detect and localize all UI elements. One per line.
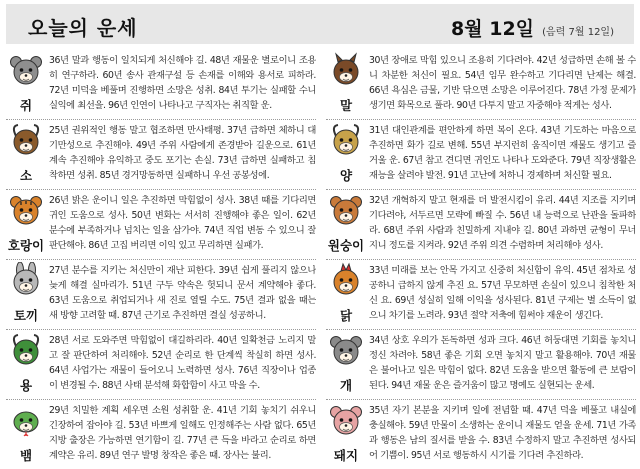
monkey-icon (326, 192, 366, 228)
zodiac-name: 호랑이 (7, 238, 45, 253)
fortune-entry (326, 119, 636, 189)
right-column (326, 50, 636, 469)
rooster-icon (326, 262, 366, 298)
fortune-text: 26년 밝은 운이니 일은 추진하면 막힘없이 성사. 38년 때를 기다리면 귀인 도움으로 성사. 50년 변화는 서서히 진행해야 좋은 일이. 62년 분수에 부족하거나 넘치는 일을 삼가야. 74년 직업 변동 수 있으니 잘 판단해야. 86년 고집 버리면 이익 있고 무리하면 실패가. (49, 195, 316, 251)
dragon-icon (6, 332, 46, 368)
zodiac-animal (6, 52, 46, 114)
zodiac-name: 원숭이 (327, 238, 365, 253)
zodiac-name: 뱀 (19, 448, 33, 463)
fortune-entry (6, 50, 316, 119)
fortune-entry (326, 50, 636, 119)
left-column (6, 50, 316, 469)
zodiac-name: 말 (339, 98, 353, 113)
date-text: 8월 12일 (451, 18, 535, 40)
zodiac-animal (6, 262, 46, 324)
zodiac-name: 쥐 (19, 98, 33, 113)
snake-icon (6, 402, 46, 438)
fortune-entry (6, 189, 316, 259)
zodiac-name: 개 (339, 378, 353, 393)
fortune-text: 25년 권위적인 행동 말고 협조하면 만사태평. 37년 급하면 체하니 대기만성으로 추진해야. 49년 주위 사람에게 존경받아 길운으로. 61년 계속 추진해야 유익하고 중도 포기는 손실. 73년 급하면 실패하고 침착하면 성취. 85년 경거망동하면 실패하니 우선 공봉성에. (49, 125, 316, 181)
fortune-entry (6, 259, 316, 329)
zodiac-animal (326, 122, 366, 184)
zodiac-animal (326, 402, 366, 464)
horse-icon (326, 52, 366, 88)
fortune-entry (326, 399, 636, 469)
pig-icon (326, 402, 366, 438)
zodiac-animal (6, 122, 46, 184)
page-title: 오늘의 운세 (28, 16, 138, 40)
ox-icon (6, 122, 46, 158)
zodiac-name: 용 (19, 378, 33, 393)
sheep-icon (326, 122, 366, 158)
fortune-entry (326, 329, 636, 399)
fortune-text: 27년 분수를 지키는 처신만이 재난 피한다. 39년 쉽게 풀리지 않으나 늦게 해결 실마리가. 51년 구두 약속은 헛되니 문서 계약해야 좋다. 63년 도움으로 취업되거나 새 진로 열릴 수도. 75년 결과 없을 때는 새 방향 고려할 때. 87년 근기로 추진하면 결실 성공하니. (49, 265, 316, 321)
fortune-text: 29년 치밀한 계획 세우면 소원 성취할 운. 41년 기회 놓치기 쉬우니 긴장하여 잡아야 길. 53년 바쁘게 일해도 인정해주는 사람 없다. 65년 지방 출장은 가능하면 연기함이 길. 77년 큰 득을 바라고 순리로 하면 계약은 유리. 89년 연구 발명 창작은 좋은 때. 장사는 불리. (49, 405, 316, 461)
rat-icon (6, 52, 46, 88)
date-block (451, 14, 614, 41)
zodiac-name: 돼지 (333, 448, 359, 463)
fortune-text: 28년 서로 도와주면 막힘없이 대길하리라. 40년 일확천금 노리지 말고 잘 판단하여 처리해야. 52년 순리로 한 단계씩 착실히 하면 성사. 64년 사업가는 재물이 들어오니 노력하면 성사. 76년 직장이나 업종이 변경될 수. 88년 사태 분석해 화합함이 사고 막을 수. (49, 335, 316, 391)
zodiac-animal (326, 52, 366, 114)
header-bar (6, 4, 634, 44)
fortune-entry (6, 119, 316, 189)
lunar-date-text: (음력 7월 12일) (542, 27, 614, 38)
zodiac-animal (326, 262, 366, 324)
zodiac-animal (326, 192, 366, 254)
fortune-entry (326, 259, 636, 329)
zodiac-name: 소 (19, 168, 33, 183)
zodiac-name: 닭 (339, 308, 353, 323)
zodiac-name: 토끼 (13, 308, 39, 323)
tiger-icon (6, 192, 46, 228)
zodiac-animal (326, 332, 366, 394)
fortune-text: 30년 장애로 막힘 있으니 조용히 기다려야. 42년 성급하면 손해 볼 수니 차분한 처신이 필요. 54년 임무 완수하고 기다리면 난제는 해결. 66년 욕심은 금물, 기반 닦으면 소망은 이루어진다. 78년 가정 문제가 생기면 화목으로 풀라. 90년 다투지 말고 자중해야 적게는 성사. (369, 55, 636, 111)
zodiac-animal (6, 402, 46, 464)
zodiac-animal (6, 192, 46, 254)
zodiac-animal (6, 332, 46, 394)
fortune-text: 35년 자기 본분을 지키며 일에 전념할 때. 47년 덕을 베풀고 내실에 충실해야. 59년 만물이 소생하는 운이니 재물도 얻을 운세. 71년 가족과 행동은 남의 질서를 받을 수. 83년 수정하지 말고 추진하면 성사되어 기쁨이. 95년 서로 행동하시 시기를 기다려 추진하라. (369, 405, 636, 461)
zodiac-name: 양 (339, 168, 353, 183)
fortune-text: 34년 상호 우의가 돈독하면 성과 크다. 46년 허둥대면 기회를 놓치니 정신 차려야. 58년 좋은 기회 오면 놓치지 말고 활용해야. 70년 재물은 불어나고 일은 막힘이 없다. 82년 도움을 받으면 활동에 큰 보람이 된다. 94년 재물 운은 즐거움이 많고 명예도 실현되는 운세. (369, 335, 636, 391)
fortune-entry (6, 329, 316, 399)
fortune-text: 31년 대인관계를 편안하게 하면 복이 온다. 43년 기도하는 마음으로 추진하면 화가 길로 변해. 55년 부지런히 움직이면 재물도 생기고 즐거울 운. 67년 참고 견디면 귀인도 나타나 도와준다. 79년 직장생활은 재능을 살려야 발전. 91년 고난에 처하니 경제하며 처신할 필요. (369, 125, 636, 181)
fortune-entry (6, 399, 316, 469)
rabbit-icon (6, 262, 46, 298)
fortune-entry (326, 189, 636, 259)
dog-icon (326, 332, 366, 368)
fortune-text: 32년 개혁하지 말고 현재를 더 발전시킴이 유리. 44년 지조를 지키며 기다려야, 서두르면 모략에 빠질 수. 56년 내 능력으로 난관을 돌파하라. 68년 주위 사람과 친밀하게 지내야 길. 80년 과하면 균형이 무너지니 정도를 지켜라. 92년 주위 의견 수렴하며 처리해야 성사. (369, 195, 636, 251)
fortune-text: 36년 말과 행동이 일치되게 처신해야 길. 48년 재물운 별로이니 조용히 연구하라. 60년 송사 관재구설 등 손재를 이해와 용서로 피하라. 72년 미덕을 베풀며 진행하면 소망은 성취. 84년 투기는 실패할 수니 실익에 최선을. 96년 인연이 나타나고 구직자는 취직할 운. (49, 55, 316, 111)
fortune-text: 33년 미래를 보는 안목 가지고 신중히 처신함이 유익. 45년 점차로 성공하니 급하지 않게 추진 요. 57년 무모하면 손실이 있으니 침착한 처신 요. 69년 성실히 일해 이익을 성사된다. 81년 구제는 별 소득이 없으니 차기를 노려라. 93년 절약 저축에 힘써야 재운이 생긴다. (369, 265, 636, 321)
